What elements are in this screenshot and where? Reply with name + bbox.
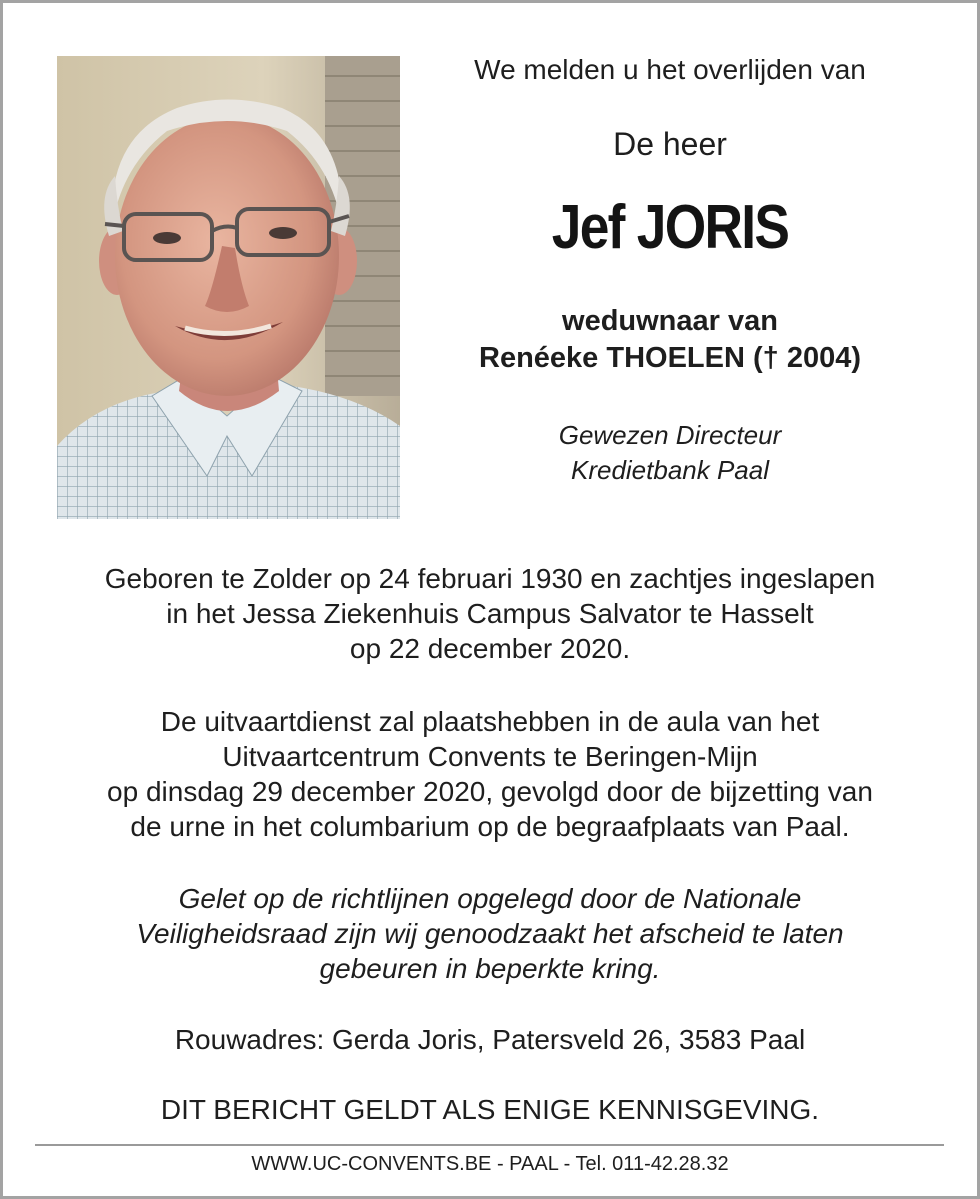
widow-line-1: weduwnaar van <box>562 305 778 337</box>
mourning-address-line: Rouwadres: Gerda Joris, Patersveld 26, 3583 Paal <box>174 1024 806 1055</box>
honorific: De heer <box>613 126 727 162</box>
funeral-paragraph <box>3 704 977 844</box>
deceased-name: Jef JORIS <box>551 193 789 262</box>
role-line-1: Gewezen Directeur <box>558 420 782 450</box>
funeral-line: De uitvaartdienst zal plaatshebben in de aula van het <box>160 706 820 737</box>
restrictions-paragraph <box>3 881 977 986</box>
footer-contact: WWW.UC-CONVENTS.BE - PAAL - Tel. 011-42.28.32 <box>251 1153 729 1175</box>
birth-death-line: in het Jessa Ziekenhuis Campus Salvator te Hasselt <box>166 598 814 629</box>
intro-text: We melden u het overlijden van <box>474 54 866 85</box>
widow-line-2: Renéeke THOELEN († 2004) <box>479 342 861 374</box>
official-notice-line: DIT BERICHT GELDT ALS ENIGE KENNISGEVING. <box>160 1094 820 1125</box>
funeral-line: de urne in het columbarium op de begraafplaats van Paal. <box>130 811 850 842</box>
footer-divider <box>35 1144 944 1146</box>
birth-death-line: Geboren te Zolder op 24 februari 1930 en zachtjes ingeslapen <box>104 563 876 594</box>
funeral-line: op dinsdag 29 december 2020, gevolgd door de bijzetting van <box>107 776 873 807</box>
portrait-illustration <box>57 56 400 519</box>
official-notice <box>3 1092 977 1127</box>
restrictions-line: Veiligheidsraad zijn wij genoodzaakt het afscheid te laten <box>136 918 844 949</box>
birth-death-line: op 22 december 2020. <box>349 633 631 664</box>
role-line-2: Kredietbank Paal <box>570 455 770 485</box>
restrictions-line: gebeuren in beperkte kring. <box>319 953 661 984</box>
birth-death-paragraph <box>3 561 977 666</box>
restrictions-line: Gelet op de richtlijnen opgelegd door de Nationale <box>178 883 802 914</box>
mourning-address <box>3 1022 977 1057</box>
portrait-photo <box>57 56 400 519</box>
funeral-line: Uitvaartcentrum Convents te Beringen-Mijn <box>222 741 758 772</box>
